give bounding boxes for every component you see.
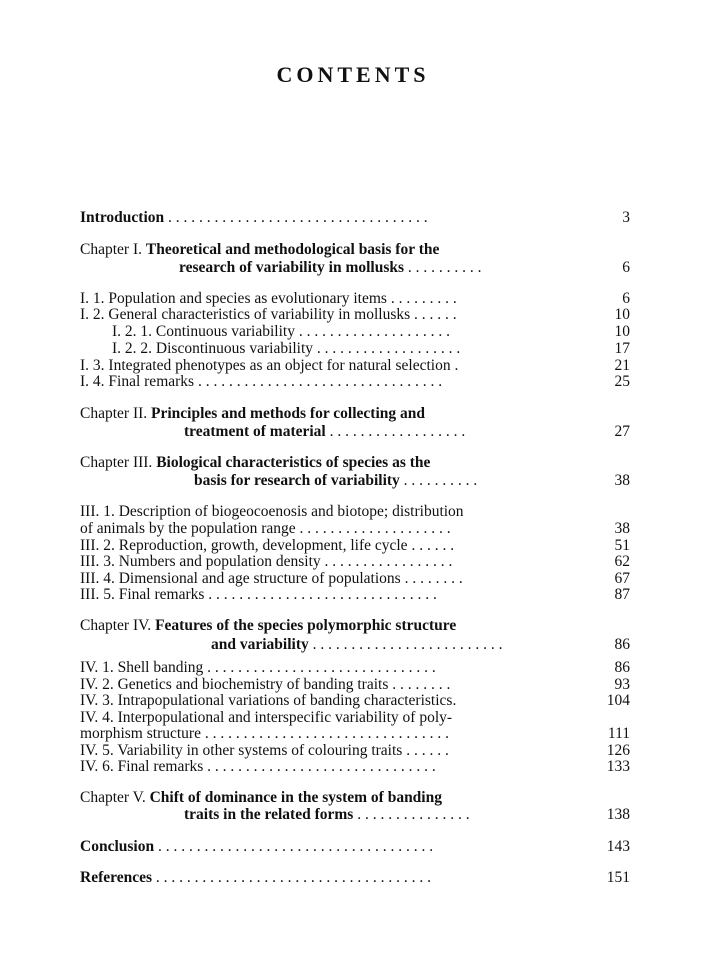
page-number: 93 bbox=[614, 676, 630, 693]
entry-label: of animals by the population range bbox=[80, 520, 296, 537]
entry-label: I. 2. General characteristics of variability in mollusks bbox=[80, 306, 411, 323]
leader-dots: . . . . . . . . . . . . . . . . . . . . . . . . . . . . . . bbox=[204, 586, 437, 603]
entry-label: Introduction bbox=[80, 209, 165, 226]
chapter-title: Biological characteristics of species as the bbox=[156, 454, 431, 471]
toc-entry-conclusion[interactable] bbox=[80, 838, 630, 856]
toc-entry-section[interactable] bbox=[80, 586, 630, 604]
entry-label: IV. 5. Variability in other systems of colouring traits bbox=[80, 742, 403, 759]
entry-label: III. 1. Description of biogeocoenosis and biotope; distribution bbox=[80, 503, 464, 520]
page-number: 62 bbox=[614, 553, 630, 570]
page-number: 104 bbox=[606, 692, 630, 709]
toc-entry-chapter-3-continued[interactable] bbox=[194, 472, 630, 490]
page-number: 25 bbox=[614, 373, 630, 390]
page-number: 10 bbox=[614, 323, 630, 340]
page-number: 138 bbox=[606, 806, 630, 823]
leader-dots: . . . . . . bbox=[410, 306, 457, 323]
toc-entry-chapter-3[interactable] bbox=[80, 454, 630, 472]
toc-entry-section-continued[interactable] bbox=[80, 520, 630, 538]
entry-label: IV. 1. Shell banding bbox=[80, 659, 204, 676]
leader-dots: . . . . . . . . . . . . . . . . . . . . . . . . . . . . . . . . . . bbox=[164, 209, 428, 226]
page-number: 6 bbox=[622, 259, 630, 276]
toc-entry-chapter-5[interactable] bbox=[80, 789, 630, 807]
leader-dots: . . . . . . . . . . . . . . . . . . bbox=[325, 423, 466, 440]
page-number: 87 bbox=[614, 586, 630, 603]
leader-dots: . . . . . . . . . . . . . . . . . . . bbox=[313, 340, 461, 357]
entry-label: Conclusion bbox=[80, 838, 155, 855]
page-number: 126 bbox=[606, 742, 630, 759]
entry-label: References bbox=[80, 869, 153, 886]
page-number: 6 bbox=[622, 290, 630, 307]
page-number: 133 bbox=[606, 758, 630, 775]
leader-dots: . . . . . . . . . bbox=[386, 290, 457, 307]
toc-entry-section-continued[interactable] bbox=[80, 725, 630, 743]
chapter-title-continued: treatment of material bbox=[184, 423, 326, 440]
toc-entry-chapter-5-continued[interactable] bbox=[184, 806, 630, 824]
leader-dots: . . . . . . . . . . . . . . . . . . . . bbox=[294, 323, 450, 340]
toc-entry-subsection[interactable] bbox=[112, 323, 630, 341]
leader-dots: . . . . . . . . bbox=[388, 676, 451, 693]
entry-label: IV. 3. Intrapopulational variations of banding characteristics. bbox=[80, 692, 457, 709]
chapter-prefix: Chapter V. bbox=[80, 789, 150, 806]
toc-entry-chapter-4[interactable] bbox=[80, 617, 630, 635]
toc-entry-chapter-2-continued[interactable] bbox=[184, 423, 630, 441]
chapter-title: Features of the species polymorphic structure bbox=[155, 617, 457, 634]
entry-label: I. 3. Integrated phenotypes as an object for natural selection bbox=[80, 357, 451, 374]
entry-label: I. 4. Final remarks bbox=[80, 373, 195, 390]
toc-entry-subsection[interactable] bbox=[112, 340, 630, 358]
entry-label: III. 5. Final remarks bbox=[80, 586, 205, 603]
chapter-title-continued: and variability bbox=[211, 636, 309, 653]
page-title: CONTENTS bbox=[276, 62, 430, 87]
entry-label: morphism structure bbox=[80, 725, 201, 742]
page-number: 10 bbox=[614, 306, 630, 323]
leader-dots: . . . . . . . . . . . . . . . . . . . . . . . . . . . . . . . . . . . . bbox=[154, 838, 434, 855]
chapter-prefix: Chapter III. bbox=[80, 454, 157, 471]
leader-dots: . . . . . . . . . . bbox=[404, 259, 482, 276]
entry-label: III. 3. Numbers and population density bbox=[80, 553, 321, 570]
entry-label: IV. 6. Final remarks bbox=[80, 758, 204, 775]
leader-dots: . . . . . . . . . . . . . . . . . . . . bbox=[295, 520, 451, 537]
leader-dots: . . . . . . . . bbox=[400, 570, 463, 587]
toc-entry-chapter-4-continued[interactable] bbox=[211, 636, 630, 654]
page-number: 86 bbox=[614, 636, 630, 653]
chapter-title: Chift of dominance in the system of banding bbox=[149, 789, 442, 806]
leader-dots: . . . . . . . . . . . . . . . . . bbox=[320, 553, 453, 570]
page-number: 38 bbox=[614, 472, 630, 489]
toc-entry-chapter-1[interactable] bbox=[80, 241, 630, 259]
toc-entry-section[interactable] bbox=[80, 553, 630, 571]
toc-entry-section[interactable] bbox=[80, 692, 630, 710]
page-number: 27 bbox=[614, 423, 630, 440]
toc-entry-section[interactable] bbox=[80, 503, 630, 521]
toc-entry-references[interactable] bbox=[80, 869, 630, 887]
chapter-title-continued: traits in the related forms bbox=[184, 806, 354, 823]
page-number: 51 bbox=[614, 537, 630, 554]
toc-entry-introduction[interactable] bbox=[80, 209, 630, 227]
entry-label: III. 2. Reproduction, growth, development, life cycle bbox=[80, 537, 408, 554]
leader-dots: . . . . . . . . . . . . . . . . . . . . . . . . . . . . . . bbox=[203, 758, 436, 775]
leader-dots: . . . . . . bbox=[407, 537, 455, 554]
chapter-title-continued: research of variability in mollusks bbox=[179, 259, 405, 276]
page-number: 151 bbox=[606, 869, 630, 886]
leader-dots: . . . . . . bbox=[402, 742, 449, 759]
page-number: 86 bbox=[614, 659, 630, 676]
page-number: 21 bbox=[614, 357, 630, 374]
page-number: 3 bbox=[622, 209, 630, 226]
leader-dots: . . . . . . . . . . . . . . . bbox=[353, 806, 470, 823]
entry-label: III. 4. Dimensional and age structure of populations bbox=[80, 570, 401, 587]
page-number: 67 bbox=[614, 570, 630, 587]
toc-entry-chapter-2[interactable] bbox=[80, 405, 630, 423]
leader-dots: . bbox=[450, 357, 459, 374]
leader-dots: . . . . . . . . . . . . . . . . . . . . . . . . . . . . . . . . . . . . bbox=[152, 869, 432, 886]
chapter-prefix: Chapter I. bbox=[80, 241, 146, 258]
entry-label: I. 2. 1. Continuous variability bbox=[112, 323, 295, 340]
leader-dots: . . . . . . . . . . . . . . . . . . . . . . . . . bbox=[308, 636, 503, 653]
entry-label: I. 1. Population and species as evolutionary items bbox=[80, 290, 387, 307]
toc-entry-section[interactable] bbox=[80, 306, 630, 324]
page-number: 111 bbox=[607, 725, 630, 742]
chapter-title: Theoretical and methodological basis for the bbox=[145, 241, 440, 258]
entry-label: IV. 4. Interpopulational and interspecific variability of poly- bbox=[80, 709, 453, 726]
toc-entry-section[interactable] bbox=[80, 659, 630, 677]
page-number: 143 bbox=[606, 838, 630, 855]
chapter-prefix: Chapter IV. bbox=[80, 617, 156, 634]
chapter-prefix: Chapter II. bbox=[80, 405, 152, 422]
entry-label: I. 2. 2. Discontinuous variability bbox=[112, 340, 314, 357]
page-number: 38 bbox=[614, 520, 630, 537]
toc-entry-section[interactable] bbox=[80, 373, 630, 391]
toc-entry-section[interactable] bbox=[80, 758, 630, 776]
chapter-title-continued: basis for research of variability bbox=[194, 472, 400, 489]
leader-dots: . . . . . . . . . . . . . . . . . . . . . . . . . . . . . . . . bbox=[194, 373, 443, 390]
leader-dots: . . . . . . . . . . bbox=[399, 472, 478, 489]
leader-dots: . . . . . . . . . . . . . . . . . . . . . . . . . . . . . . bbox=[203, 659, 436, 676]
page-number: 17 bbox=[614, 340, 630, 357]
chapter-title: Principles and methods for collecting and bbox=[151, 405, 425, 422]
entry-label: IV. 2. Genetics and biochemistry of banding traits bbox=[80, 676, 389, 693]
leader-dots: . . . . . . . . . . . . . . . . . . . . . . . . . . . . . . . . bbox=[200, 725, 449, 742]
toc-entry-chapter-1-continued[interactable] bbox=[179, 259, 630, 277]
